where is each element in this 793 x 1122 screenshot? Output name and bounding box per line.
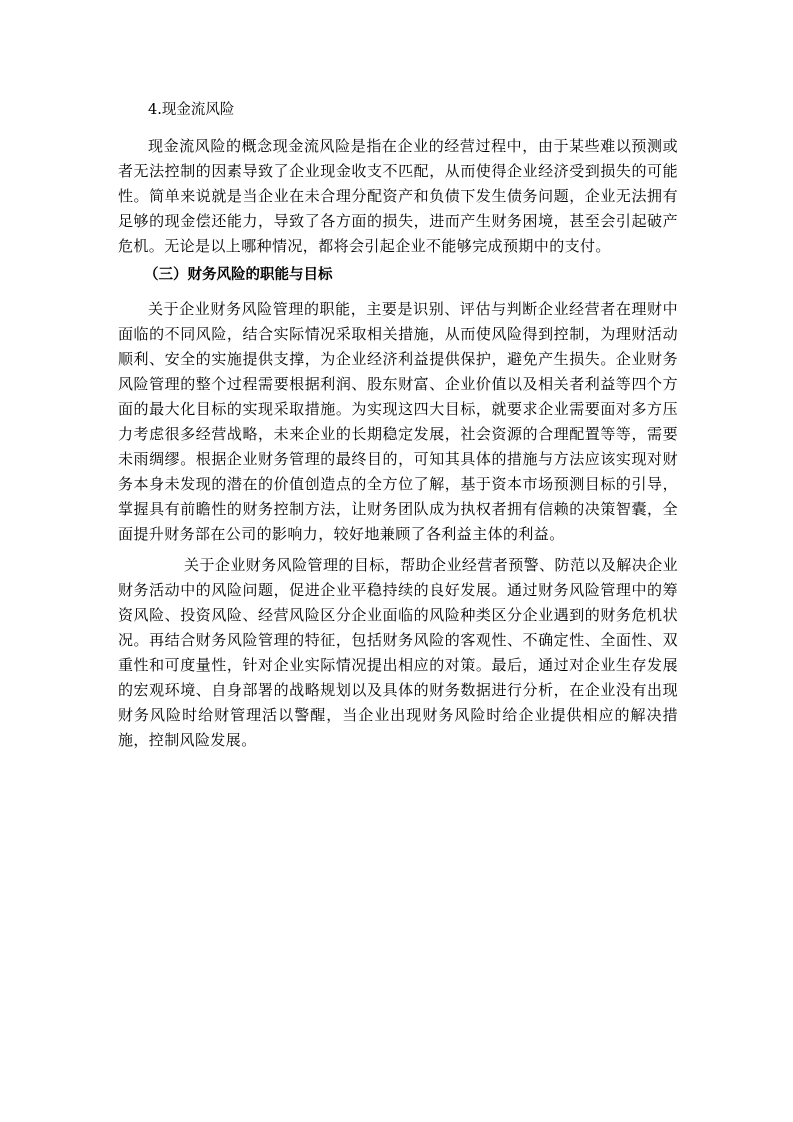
paragraph-risk-function: 关于企业财务风险管理的职能，主要是识别、评估与判断企业经营者在理财中面临的不同风险，结合实际情况采取相关措施，从而使风险得到控制，为理财活动顺利、安全的实施提供支撑，为企业经济利益提供保护，避免产生损失。企业财务风险管理的整个过程需要根据利润、股东财富、企业价值以及相关者利益等四个方面的最大化目标的实现采取措施。为实现这四大目标，就要求企业需要面对多方压力考虑很多经营战略，未来企业的长期稳定发展，社会资源的合理配置等等，需要未雨绸缪。根据企业财务管理的最终目的，可知其具体的措施与方法应该实现对财务本身未发现的潜在的价值创造点的全方位了解，基于资本市场预测目标的引导，掌握具有前瞻性的财务控制方法，让财务团队成为执权者拥有信赖的决策智囊，全面提升财务部在公司的影响力，较好地兼顾了各利益主体的利益。 [118, 300, 678, 543]
document-body [118, 100, 678, 759]
paragraph-cashflow-risk: 现金流风险的概念现金流风险是指在企业的经营过程中，由于某些难以预测或者无法控制的因素导致了企业现金收支不匹配，从而使得企业经济受到损失的可能性。简单来说就是当企业在未合理分配资产和负债下发生债务问题，企业无法拥有足够的现金偿还能力，导致了各方面的损失，进而产生财务困境，甚至会引起破产危机。无论是以上哪种情况，都将会引起企业不能够完成预期中的支付。 [118, 137, 678, 255]
paragraph-risk-goal: 关于企业财务风险管理的目标，帮助企业经营者预警、防范以及解决企业财务活动中的风险问题，促进企业平稳持续的良好发展。通过财务风险管理中的筹资风险、投资风险、经营风险区分企业面临的风险种类区分企业遇到的财务危机状况。再结合财务风险管理的特征，包括财务风险的客观性、不确定性、全面性、双重性和可度量性，针对企业实际情况提出相应的对策。最后，通过对企业生存发展的宏观环境、自身部署的战略规划以及具体的财务数据进行分析，在企业没有出现财务风险时给财管理活以警醒，当企业出现财务风险时给企业提供相应的解决措施，控制风险发展。 [118, 556, 678, 749]
subheading-cashflow-risk: 4.现金流风险 [148, 102, 235, 118]
section-title: （三）财务风险的职能与目标 [144, 267, 333, 283]
